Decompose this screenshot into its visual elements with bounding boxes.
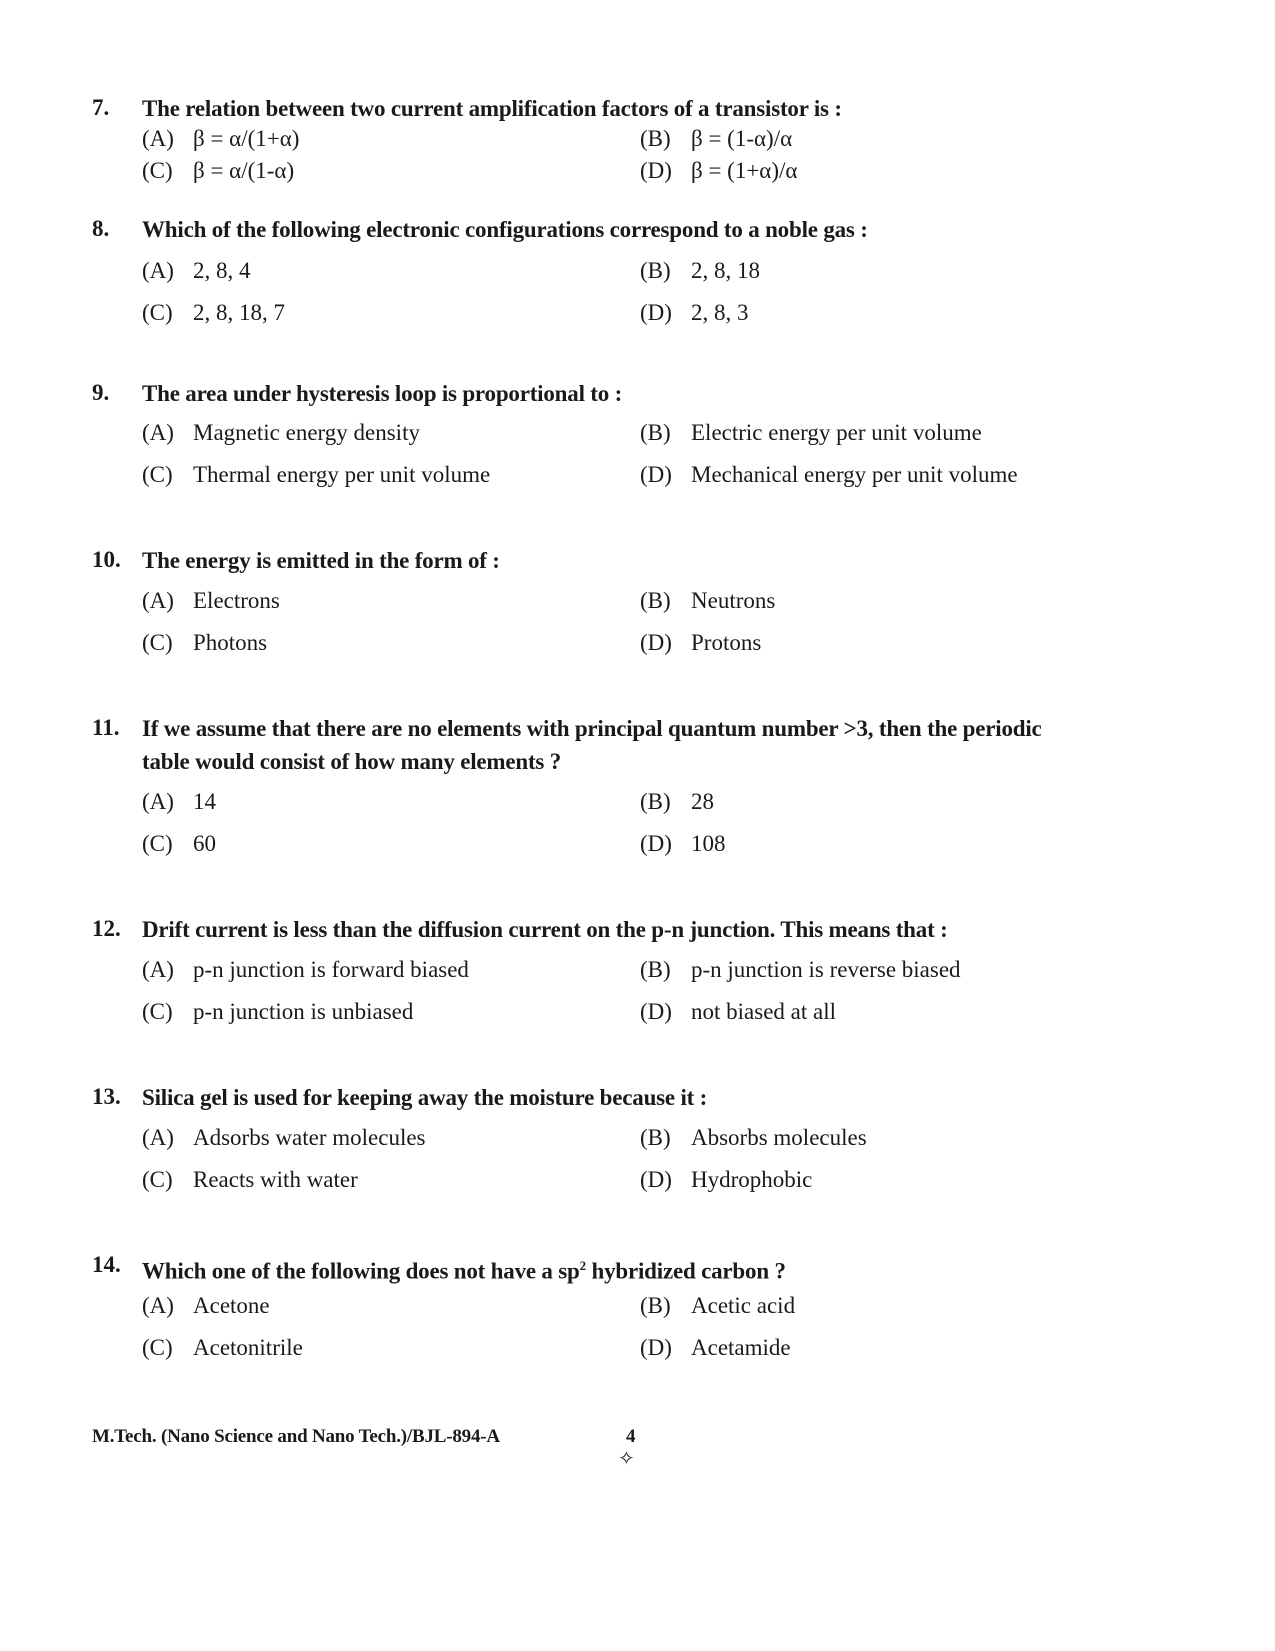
question-number: 12. [92,916,121,941]
option-text: β = α/(1-α) [193,158,295,183]
question-text: Silica gel is used for keeping away the moisture because it : [142,1085,708,1110]
option-label: (B) [640,588,671,613]
question-number: 11. [92,715,120,740]
page-number: 4 [626,1426,636,1447]
superscript: 2 [579,1258,586,1273]
option-text: 60 [193,831,216,856]
option-text: Hydrophobic [691,1167,813,1192]
option-text: not biased at all [691,999,836,1024]
option-label: (C) [142,630,173,655]
option-text: 108 [691,831,726,856]
option-text: Neutrons [691,588,776,613]
option-text: Acetonitrile [193,1335,303,1360]
option-label: (C) [142,300,173,325]
question-text-before: Which one of the following does not have a sp [142,1258,580,1284]
option-text: 2, 8, 3 [691,300,749,325]
option-label: (B) [640,126,671,151]
option-text: 14 [193,789,216,814]
question-number: 9. [92,380,110,405]
option-label: (A) [142,1125,174,1150]
option-text: 28 [691,789,714,814]
option-text: Mechanical energy per unit volume [691,462,1018,487]
option-label: (A) [142,1293,174,1318]
option-label: (D) [640,831,672,856]
option-label: (D) [640,630,672,655]
option-text: β = (1-α)/α [691,126,793,151]
option-text: p-n junction is reverse biased [691,957,961,982]
option-label: (D) [640,462,672,487]
option-label: (B) [640,1293,671,1318]
option-label: (C) [142,1335,173,1360]
star-icon: ✧ [618,1446,635,1470]
option-label: (D) [640,1335,672,1360]
question-text-line-2: table would consist of how many elements ? [142,749,562,774]
option-label: (A) [142,258,174,283]
question-text [142,1249,1142,1288]
option-label: (A) [142,126,174,151]
option-text: Reacts with water [193,1167,358,1192]
option-text: Magnetic energy density [193,420,420,445]
option-text: Absorbs molecules [691,1125,867,1150]
question-text: Which of the following electronic configurations correspond to a noble gas : [142,217,868,242]
option-text: Electrons [193,588,280,613]
option-text: p-n junction is unbiased [193,999,414,1024]
option-label: (D) [640,999,672,1024]
option-label: (A) [142,789,174,814]
option-text: β = α/(1+α) [193,126,300,151]
option-label: (C) [142,999,173,1024]
option-label: (D) [640,1167,672,1192]
option-text: Acetic acid [691,1293,796,1318]
option-text: Photons [193,630,268,655]
option-text: Acetone [193,1293,270,1318]
option-label: (A) [142,588,174,613]
question-text: The area under hysteresis loop is proportional to : [142,381,623,406]
option-text: Adsorbs water molecules [193,1125,426,1150]
option-label: (B) [640,258,671,283]
option-text: Thermal energy per unit volume [193,462,491,487]
question-number: 8. [92,216,110,241]
paper-code: M.Tech. (Nano Science and Nano Tech.)/BJL-894-A [92,1426,500,1447]
option-label: (B) [640,420,671,445]
question-text: The relation between two current amplification factors of a transistor is : [142,96,842,121]
option-label: (C) [142,831,173,856]
option-label: (C) [142,462,173,487]
option-label: (D) [640,300,672,325]
option-text: Electric energy per unit volume [691,420,982,445]
option-text: p-n junction is forward biased [193,957,469,982]
option-label: (A) [142,420,174,445]
question-text-line-1: If we assume that there are no elements with principal quantum number >3, then the periodic [142,716,1042,741]
option-text: 2, 8, 4 [193,258,251,283]
option-text: 2, 8, 18, 7 [193,300,285,325]
question-number: 10. [92,547,121,572]
option-label: (D) [640,158,672,183]
question-text: Drift current is less than the diffusion current on the p-n junction. This means that : [142,917,948,942]
option-label: (A) [142,957,174,982]
option-text: Acetamide [691,1335,791,1360]
option-label: (B) [640,957,671,982]
question-number: 14. [92,1252,121,1277]
option-label: (B) [640,1125,671,1150]
option-label: (C) [142,1167,173,1192]
question-number: 7. [92,95,110,120]
option-label: (C) [142,158,173,183]
option-label: (B) [640,789,671,814]
option-text: Protons [691,630,762,655]
question-text: The energy is emitted in the form of : [142,548,500,573]
question-number: 13. [92,1084,121,1109]
option-text: β = (1+α)/α [691,158,798,183]
option-text: 2, 8, 18 [691,258,760,283]
question-text-after: hybridized carbon ? [585,1258,786,1284]
